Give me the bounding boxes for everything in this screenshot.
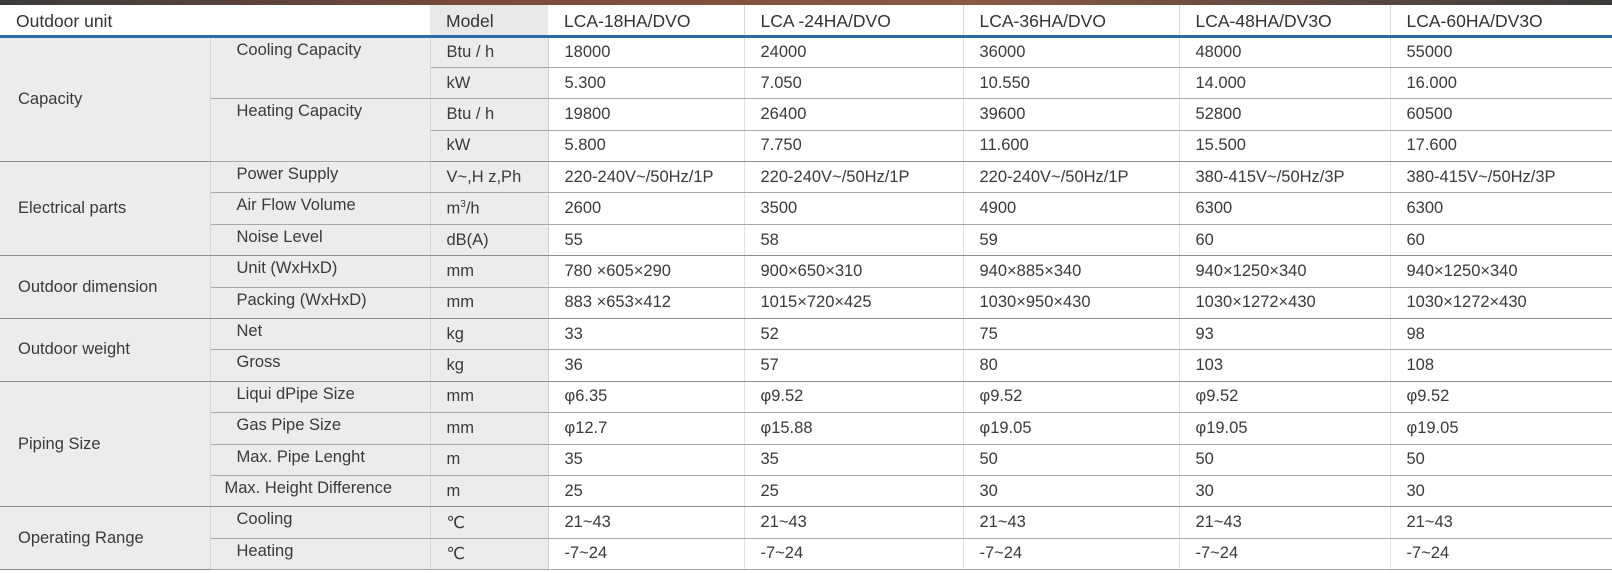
value-cell: 780 ×605×290 (548, 256, 744, 287)
value-cell: 18000 (548, 36, 744, 67)
value-cell: -7~24 (1179, 538, 1390, 569)
unit-cell: Btu / h (430, 99, 548, 130)
value-cell: 35 (548, 444, 744, 475)
value-cell: φ6.35 (548, 381, 744, 412)
value-cell: 14.000 (1179, 67, 1390, 98)
value-cell: 30 (1179, 475, 1390, 506)
group-operating: Operating Range (0, 507, 210, 570)
value-cell: φ19.05 (963, 413, 1179, 444)
spec-table (0, 5, 1612, 570)
model-header: LCA-36HA/DVO (963, 5, 1179, 36)
value-cell: 1030×1272×430 (1179, 287, 1390, 318)
unit-cell: V~,H z,Ph (430, 162, 548, 193)
row-label: Net (210, 319, 430, 350)
table-row (0, 444, 1612, 475)
value-cell: 108 (1390, 350, 1612, 381)
table-row (0, 99, 1612, 130)
unit-cell: kW (430, 67, 548, 98)
value-cell: 6300 (1179, 193, 1390, 224)
row-label: Liqui dPipe Size (210, 381, 430, 412)
value-cell: φ9.52 (963, 381, 1179, 412)
unit-cell: m (430, 444, 548, 475)
value-cell: 52800 (1179, 99, 1390, 130)
value-cell: 1015×720×425 (744, 287, 963, 318)
value-cell: 30 (963, 475, 1179, 506)
value-cell: 21~43 (744, 507, 963, 538)
row-label: Gas Pipe Size (210, 413, 430, 444)
table-row (0, 256, 1612, 287)
model-header: LCA-48HA/DV3O (1179, 5, 1390, 36)
value-cell: 7.050 (744, 67, 963, 98)
value-cell: 55000 (1390, 36, 1612, 67)
value-cell: 55 (548, 224, 744, 255)
row-label: Unit (WxHxD) (210, 256, 430, 287)
value-cell: φ19.05 (1179, 413, 1390, 444)
value-cell: 21~43 (1179, 507, 1390, 538)
value-cell: 11.600 (963, 130, 1179, 161)
table-row (0, 193, 1612, 224)
value-cell: 30 (1390, 475, 1612, 506)
group-weight: Outdoor weight (0, 319, 210, 382)
row-label: Max. Height Difference (210, 475, 430, 506)
value-cell: -7~24 (548, 538, 744, 569)
value-cell: 36000 (963, 36, 1179, 67)
value-cell: 3500 (744, 193, 963, 224)
value-cell: 380-415V~/50Hz/3P (1179, 162, 1390, 193)
unit-cell: ℃ (430, 507, 548, 538)
value-cell: 4900 (963, 193, 1179, 224)
value-cell: 21~43 (963, 507, 1179, 538)
value-cell: 1030×1272×430 (1390, 287, 1612, 318)
value-cell: 98 (1390, 319, 1612, 350)
unit-superscript: 3 (460, 198, 466, 210)
value-cell: 24000 (744, 36, 963, 67)
unit-cell: mm (430, 287, 548, 318)
value-cell: 7.750 (744, 130, 963, 161)
table-row (0, 350, 1612, 381)
table-row (0, 36, 1612, 67)
value-cell: 940×1250×340 (1179, 256, 1390, 287)
table-title: Outdoor unit (0, 5, 430, 36)
value-cell: 59 (963, 224, 1179, 255)
value-cell: 26400 (744, 99, 963, 130)
value-cell: 36 (548, 350, 744, 381)
value-cell: φ15.88 (744, 413, 963, 444)
value-cell: 21~43 (1390, 507, 1612, 538)
value-cell: 93 (1179, 319, 1390, 350)
value-cell: 52 (744, 319, 963, 350)
unit-cell: kg (430, 319, 548, 350)
table-row (0, 162, 1612, 193)
row-label: Power Supply (210, 162, 430, 193)
row-label: Max. Pipe Lenght (210, 444, 430, 475)
value-cell: 60 (1390, 224, 1612, 255)
row-label: Cooling Capacity (210, 36, 430, 99)
row-label: Packing (WxHxD) (210, 287, 430, 318)
unit-cell: kW (430, 130, 548, 161)
value-cell: 15.500 (1179, 130, 1390, 161)
group-dimension: Outdoor dimension (0, 256, 210, 319)
row-label: Heating (210, 538, 430, 569)
value-cell: φ9.52 (1179, 381, 1390, 412)
table-row (0, 287, 1612, 318)
model-header: LCA -24HA/DVO (744, 5, 963, 36)
value-cell: 5.300 (548, 67, 744, 98)
value-cell: 900×650×310 (744, 256, 963, 287)
table-row (0, 475, 1612, 506)
value-cell: 39600 (963, 99, 1179, 130)
table-row (0, 319, 1612, 350)
value-cell: 50 (1179, 444, 1390, 475)
table-row (0, 381, 1612, 412)
unit-cell: mm (430, 381, 548, 412)
table-row (0, 538, 1612, 569)
value-cell: 2600 (548, 193, 744, 224)
unit-suffix: /h (465, 199, 480, 218)
unit-base: m (446, 199, 461, 218)
row-label: Noise Level (210, 224, 430, 255)
row-label: Gross (210, 350, 430, 381)
unit-cell: mm (430, 413, 548, 444)
value-cell: 75 (963, 319, 1179, 350)
value-cell: -7~24 (744, 538, 963, 569)
value-cell: 220-240V~/50Hz/1P (963, 162, 1179, 193)
header-row (0, 5, 1612, 36)
value-cell: 19800 (548, 99, 744, 130)
value-cell: 940×885×340 (963, 256, 1179, 287)
row-label: Cooling (210, 507, 430, 538)
value-cell: 57 (744, 350, 963, 381)
value-cell: 17.600 (1390, 130, 1612, 161)
value-cell: 60 (1179, 224, 1390, 255)
value-cell: 35 (744, 444, 963, 475)
value-cell: 940×1250×340 (1390, 256, 1612, 287)
value-cell: 883 ×653×412 (548, 287, 744, 318)
value-cell: -7~24 (1390, 538, 1612, 569)
unit-cell: Btu / h (430, 36, 548, 67)
group-piping: Piping Size (0, 381, 210, 507)
row-label: Air Flow Volume (210, 193, 430, 224)
value-cell: 103 (1179, 350, 1390, 381)
value-cell: 58 (744, 224, 963, 255)
value-cell: 220-240V~/50Hz/1P (548, 162, 744, 193)
table-row (0, 507, 1612, 538)
value-cell: 25 (744, 475, 963, 506)
value-cell: 50 (1390, 444, 1612, 475)
value-cell: 5.800 (548, 130, 744, 161)
group-capacity: Capacity (0, 36, 210, 162)
unit-cell: mm (430, 256, 548, 287)
value-cell: φ12.7 (548, 413, 744, 444)
value-cell: φ9.52 (1390, 381, 1612, 412)
row-label: Heating Capacity (210, 99, 430, 162)
value-cell: 50 (963, 444, 1179, 475)
value-cell: 21~43 (548, 507, 744, 538)
group-electrical: Electrical parts (0, 162, 210, 256)
value-cell: 25 (548, 475, 744, 506)
value-cell: 60500 (1390, 99, 1612, 130)
unit-cell (430, 193, 548, 224)
value-cell: -7~24 (963, 538, 1179, 569)
value-cell: φ9.52 (744, 381, 963, 412)
value-cell: φ19.05 (1390, 413, 1612, 444)
unit-cell: ℃ (430, 538, 548, 569)
table-row (0, 413, 1612, 444)
value-cell: 380-415V~/50Hz/3P (1390, 162, 1612, 193)
model-label: Model (430, 5, 548, 36)
value-cell: 1030×950×430 (963, 287, 1179, 318)
unit-cell: kg (430, 350, 548, 381)
unit-cell: m (430, 475, 548, 506)
value-cell: 33 (548, 319, 744, 350)
value-cell: 220-240V~/50Hz/1P (744, 162, 963, 193)
unit-cell: dB(A) (430, 224, 548, 255)
value-cell: 80 (963, 350, 1179, 381)
table-row (0, 224, 1612, 255)
model-header: LCA-60HA/DV3O (1390, 5, 1612, 36)
value-cell: 16.000 (1390, 67, 1612, 98)
value-cell: 10.550 (963, 67, 1179, 98)
value-cell: 48000 (1179, 36, 1390, 67)
model-header: LCA-18HA/DVO (548, 5, 744, 36)
value-cell: 6300 (1390, 193, 1612, 224)
